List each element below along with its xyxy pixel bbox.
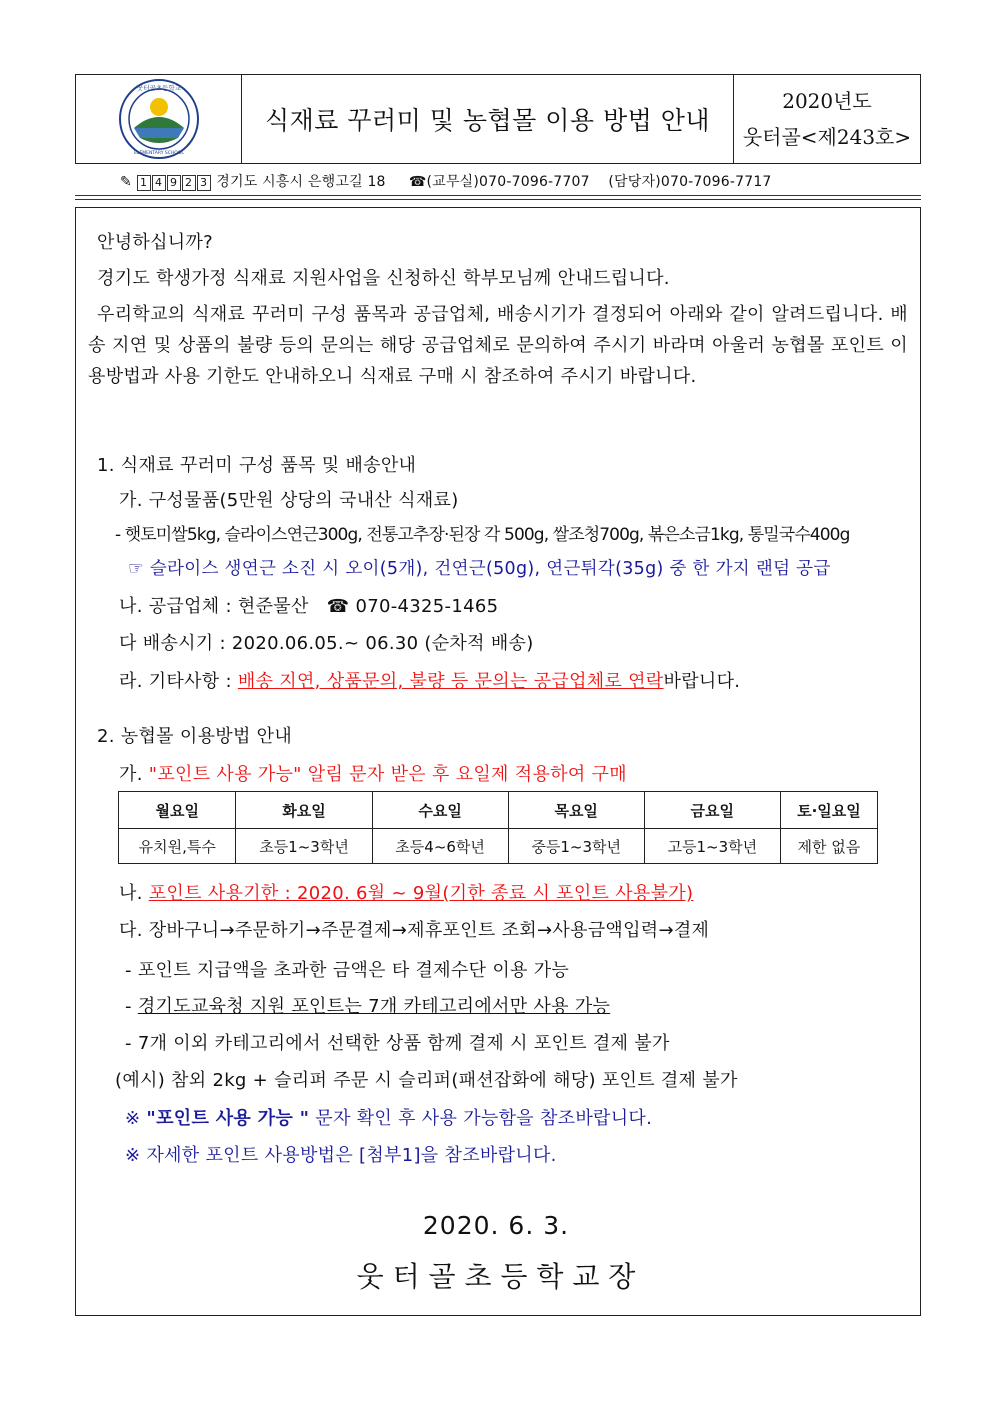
issue-info [734,75,920,163]
postcode-digit: 2 [182,175,196,191]
greeting: 안녕하십니까? [97,232,213,253]
table-cell: 유치원,특수 [119,829,236,864]
intro-line: 경기도 학생가정 식재료 지원사업을 신청하신 학부모님께 안내드립니다. [97,268,670,289]
table-header-cell: 화요일 [236,792,372,829]
divider [75,195,921,196]
table-cell: 중등1~3학년 [508,829,644,864]
misc-label: 라. 기타사항 : [119,671,238,692]
misc-highlight: 배송 지연, 상품문의, 불량 등 문의는 공급업체로 연락 [237,671,664,692]
categories-note: 경기도교육청 지원 포인트는 7개 카테고리에서만 사용 가능 [137,996,611,1017]
pen-icon: ✎ [120,174,132,190]
section1-item-a: 가. 구성물품(5만원 상당의 국내산 식재료) [119,490,459,511]
section1-heading: 1. 식재료 꾸러미 구성 품목 및 배송안내 [97,455,417,476]
bullet-mixed-payment: - 7개 이외 카테고리에서 선택한 상품 함께 결제 시 포인트 결제 불가 [125,1033,670,1054]
item-a-tail: 요일제 적용하여 구매 [449,764,627,785]
table-row [119,829,878,864]
intro-paragraph: 우리학교의 식재료 꾸러미 구성 품목과 공급업체, 배송시기가 결정되어 아래와 같이 알려드립니다. 배송 지연 및 상품의 불량 등의 문의는 해당 공급업체로 문의하여 주시기 바라며 아울러 농협몰 포인트 이용방법과 사용 기한도 안내하오니 식재료 구매 시 참조하여 주시기 바랍니다. [88,304,908,387]
item-a-highlight: "포인트 사용 가능" 알림 문자 받은 후 [148,764,450,785]
note-tail: 문자 확인 후 사용 가능함을 참조바랍니다. [309,1108,653,1129]
table-header-cell: 월요일 [119,792,236,829]
supplier-label: 나. 공급업체 : 현준물산 [119,596,309,617]
school-logo-cell [76,75,242,163]
issue-number: 웃터골<제243호> [742,125,912,149]
section2-item-c: 다. 장바구니→주문하기→주문결제→제휴포인트 조회→사용금액입력→결제 [119,920,710,941]
table-header-cell: 토·일요일 [780,792,877,829]
section1-item-c: 다 배송시기 : 2020.06.05.~ 06.30 (순차적 배송) [119,633,534,654]
note-attachment: ※ 자세한 포인트 사용방법은 [첨부1]을 참조바랍니다. [125,1145,557,1166]
table-header-cell: 목요일 [508,792,644,829]
street-address: 경기도 시흥시 은행고길 18 [216,174,386,190]
issue-date: 2020. 6. 3. [422,1211,570,1240]
supplier-phone: ☎ 070-4325-1465 [326,596,499,617]
section2-heading: 2. 농협몰 이용방법 안내 [97,726,293,747]
table-header-cell: 금요일 [644,792,780,829]
postcode-digit: 9 [167,175,181,191]
svg-text:ELEMENTARY SCHOOL: ELEMENTARY SCHOOL [133,151,184,156]
staff-phone: (담당자)070-7096-7717 [608,174,772,190]
table-header-cell: 수요일 [372,792,508,829]
document-title: 식재료 꾸러미 및 농협몰 이용 방법 안내 [242,75,734,163]
item-b-label: 나. [119,883,149,904]
document-header [75,74,921,164]
example-line: (예시) 참외 2kg + 슬리퍼 주문 시 슬리퍼(패션잡화에 해당) 포인트 결제 불가 [115,1070,738,1091]
note-sms-check [125,1104,652,1130]
office-phone: ☎(교무실)070-7096-7707 [408,174,590,190]
table-cell: 제한 없음 [780,829,877,864]
section1-item-d [119,667,740,693]
section1-substitute-note: ☞ 슬라이스 생연근 소진 시 오이(5개), 건연근(50g), 연근튀각(35g) 중 한 가지 랜덤 공급 [128,559,831,579]
principal-signature: 웃 터 골 초 등 학 교 장 [356,1260,636,1293]
section2-item-b [119,879,693,905]
postcode [137,174,217,190]
weekday-schedule-table [118,791,878,864]
postcode-digit: 1 [137,175,151,191]
section2-item-a [119,760,627,786]
section1-item-b [119,592,498,618]
bullet-over-amount: - 포인트 지급액을 초과한 금액은 타 결제수단 이용 가능 [125,960,570,981]
table-cell: 초등4~6학년 [372,829,508,864]
bullet-dash: - [125,996,138,1017]
divider [75,199,921,200]
misc-tail: 바랍니다. [663,671,741,692]
address-line [120,171,910,191]
section1-items-list: - 햇토미쌀5kg, 슬라이스연근300g, 전통고추장·된장 각 500g, 쌀조청700g, 볶은소금1kg, 통밀국수400g [115,525,850,545]
postcode-digit: 3 [197,175,211,191]
issue-year: 2020년도 [782,89,872,113]
table-cell: 고등1~3학년 [644,829,780,864]
bullet-categories [125,992,610,1018]
postcode-digit: 4 [152,175,166,191]
table-header-row [119,792,878,829]
table-cell: 초등1~3학년 [236,829,372,864]
note-mark: ※ [125,1108,147,1129]
point-deadline: 포인트 사용기한 : 2020. 6월 ~ 9월(기한 종료 시 포인트 사용불가) [148,883,694,904]
svg-text:웃터골초등학교: 웃터골초등학교 [136,84,181,92]
school-emblem-icon [118,78,200,160]
note-highlight: "포인트 사용 가능 " [146,1108,310,1129]
item-a-label: 가. [119,764,149,785]
